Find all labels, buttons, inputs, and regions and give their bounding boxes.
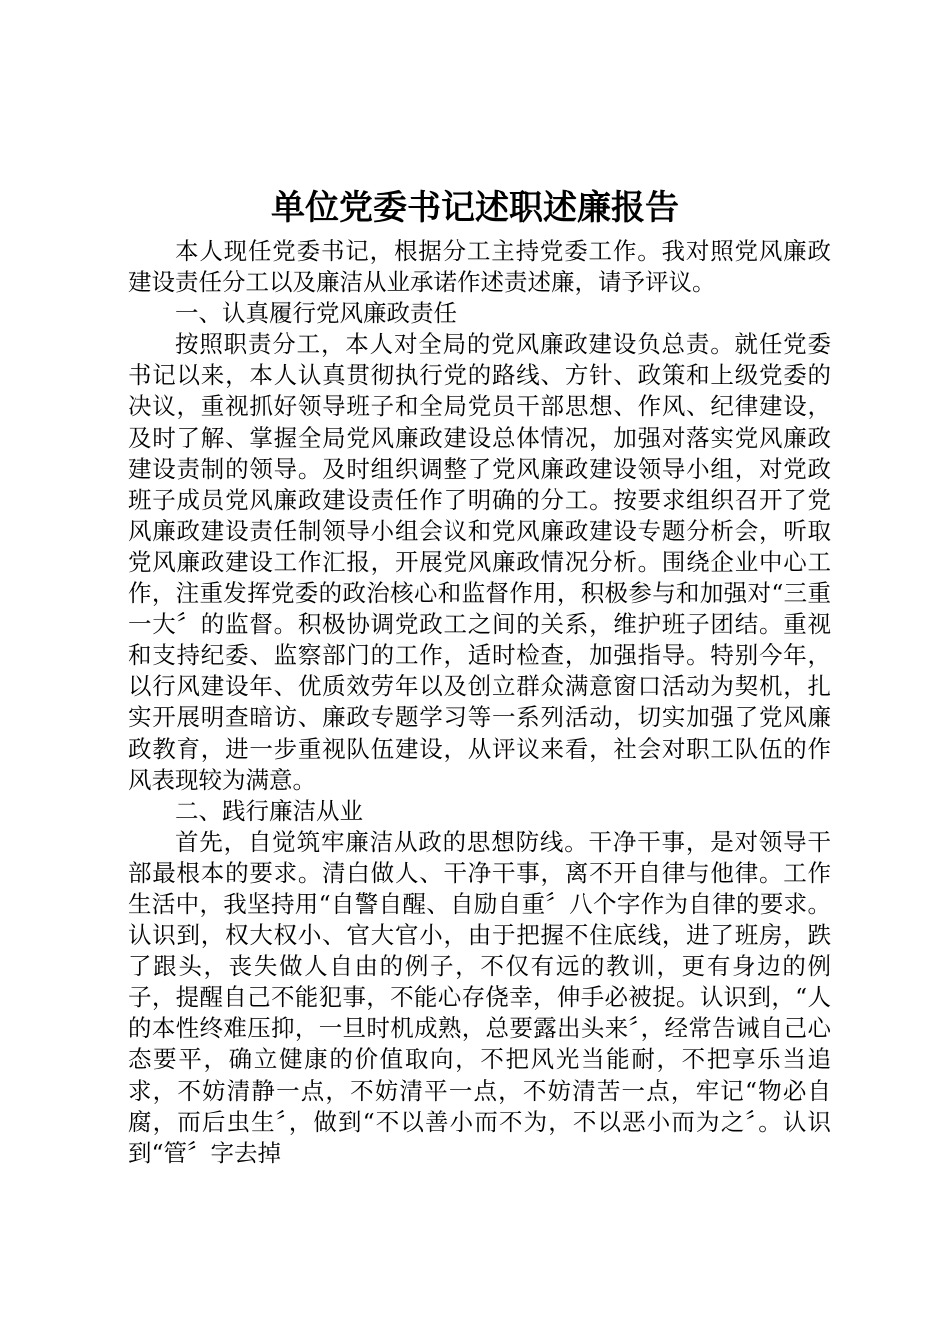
document-body (128, 236, 831, 1169)
section-2-paragraph: 首先，自觉筑牢廉洁从政的思想防线。干净干事，是对领导干部最根本的要求。清白做人、干净干事，离不开自律与他律。工作生活中，我坚持用“自警自醒、自励自重〞八个字作为自律的要求。认识到，权大权小、官大官小，由于把握不住底线，进了班房，跌了跟头，丧失做人自由的例子，不仅有远的教训，更有身边的例子，提醒自己不能犯事，不能心存侥幸，伸手必被捉。认识到，“人的本性终难压抑，一旦时机成熟，总要露出头来〞，经常告诫自己心态要平，确立健康的价值取向，不把风光当能耐，不把享乐当追求，不妨清静一点，不妨清平一点，不妨清苦一点，牢记“物必自腐，而后虫生〞，做到“不以善小而不为，不以恶小而为之〞。认识到“管〞字去掉 (128, 827, 831, 1167)
intro-paragraph: 本人现任党委书记，根据分工主持党委工作。我对照党风廉政建设责任分工以及廉洁从业承诺作述责述廉，请予评议。 (128, 237, 831, 297)
section-heading-2: 二、践行廉洁从业 (175, 796, 363, 825)
document-title: 单位党委书记述职述廉报告 (271, 188, 679, 228)
section-1-paragraph: 按照职责分工，本人对全局的党风廉政建设负总责。就任党委书记以来，本人认真贯彻执行党的路线、方针、政策和上级党委的决议，重视抓好领导班子和全局党员干部思想、作风、纪律建设，及时了解、掌握全局党风廉政建设总体情况，加强对落实党风廉政建设责制的领导。及时组织调整了党风廉政建设领导小组，对党政班子成员党风廉政建设责任作了明确的分工。按要求组织召开了党风廉政建设责任制领导小组会议和党风廉政建设专题分析会，听取党风廉政建设工作汇报，开展党风廉政情况分析。围绕企业中心工作，注重发挥党委的政治核心和监督作用，积极参与和加强对“三重一大〞的监督。积极协调党政工之间的关系，维护班子团结。重视和支持纪委、监察部门的工作，适时检查，加强指导。特别今年，以行风建设年、优质效劳年以及创立群众满意窗口活动为契机，扎实开展明查暗访、廉政专题学习等一系列活动，切实加强了党风廉政教育，进一步重视队伍建设，从评议来看，社会对职工队伍的作风表现较为满意。 (128, 330, 831, 794)
section-heading-1: 一、认真履行党风廉政责任 (175, 299, 457, 328)
